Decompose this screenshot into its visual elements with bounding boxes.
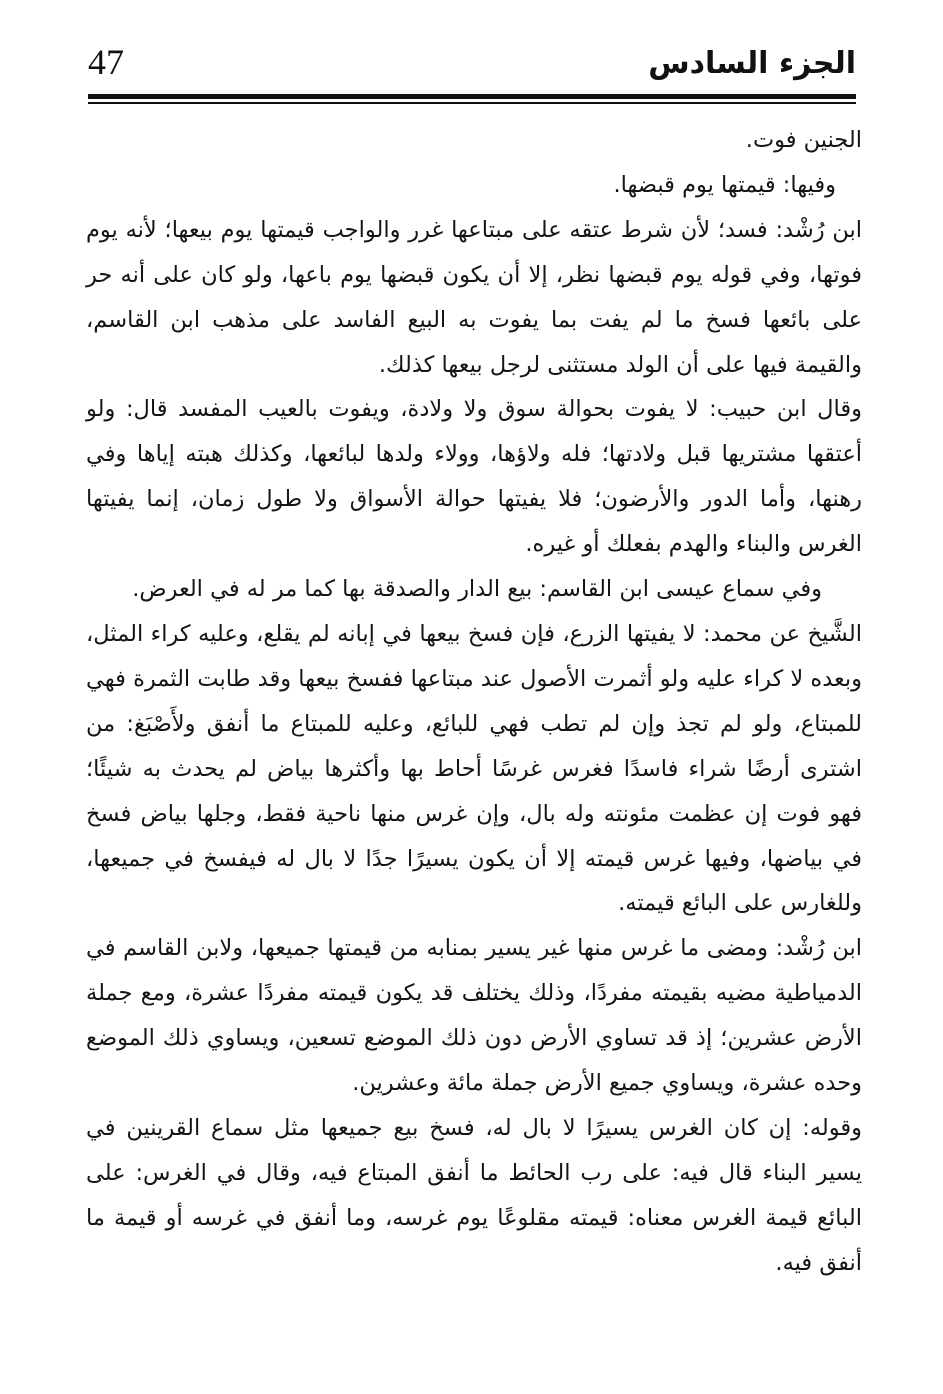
header-rule-thick xyxy=(88,94,856,99)
paragraph: الجنين فوت. xyxy=(745,127,862,153)
running-title: الجزء السادس xyxy=(648,46,856,81)
paragraph: وقال ابن حبيب: لا يفوت بحوالة سوق ولا ولادة، ويفوت بالعيب المفسد قال: ولو أعتقها مشتريها قبل ولادتها؛ فله ولاؤها، وولاء ولدها لبائعها، وكذلك هبته إياها وفي رهنها، وأما الدور والأرضون؛ فلا يفيتها حوالة الأسواق ولا طول زمان، إنما يفيتها الغرس والبناء والهدم بفعلك أو غيره. xyxy=(86,396,862,558)
header-rule-thin xyxy=(88,102,856,104)
paragraph: ابن رُشْد: ومضى ما غرس منها غير يسير بمنابه من قيمتها جميعها، ولابن القاسم في الدمياطية مضيه بقيمته مفردًا، وذلك يختلف قد يكون قيمته مفردًا عشرة، ومع جملة الأرض عشرين؛ إذ قد تساوي الأرض دون ذلك الموضع تسعين، ويساوي ذلك الموضع وحده عشرة، ويساوي جميع الأرض جملة مائة وعشرين. xyxy=(86,935,862,1097)
paragraph: وقوله: إن كان الغرس يسيرًا لا بال له، فسخ بيع جميعها مثل سماع القرينين في يسير البناء قال فيه: على رب الحائط ما أنفق المبتاع فيه، وقال في الغرس: على البائع قيمة الغرس معناه: قيمته مقلوعًا يوم غرسه، وما أنفق في غرسه أو قيمة ما أنفق فيه. xyxy=(86,1114,862,1276)
page-header xyxy=(88,38,856,94)
paragraph: الشَّيخ عن محمد: لا يفيتها الزرع، فإن فسخ بيعها في إبانه لم يقلع، وعليه كراء المثل، وبعده لا كراء عليه ولو أثمرت الأصول عند مبتاعها ففسخ بيعها وقد طابت الثمرة فهي للمبتاع، ولو لم تجذ وإن لم تطب فهي للبائع، وعليه للمبتاع ما أنفق ولأَصْبَغ: من اشترى أرضًا شراء فاسدًا فغرس غرسًا أحاط بها وأكثرها بياض لم يحدث به شيئًا؛ فهو فوت إن عظمت مئونته وله بال، وإن غرس منها ناحية فقط، وجلها بياض فسخ في بياضها، وفيها غرس قيمته إلا أن يكون يسيرًا جدًا لا بال له فيفسخ في جميعها، وللغارس على البائع قيمته. xyxy=(86,620,862,917)
paragraph: ابن رُشْد: فسد؛ لأن شرط عتقه على مبتاعها غرر والواجب قيمتها يوم بيعها؛ لأنه يوم فوتها، وفي قوله يوم قبضها نظر، إلا أن يكون قبضها يوم باعها، ولو كان على أنه حر على بائعها فسخ ما لم يفت بما يفوت به البيع الفاسد على مذهب ابن القاسم، والقيمة فيها على أن الولد مستثنى لرجل بيعها كذلك. xyxy=(86,216,862,378)
body-text xyxy=(86,118,862,1286)
paragraph: وفي سماع عيسى ابن القاسم: بيع الدار والصدقة بها كما مر له في العرض. xyxy=(132,576,822,603)
paragraph: وفيها: قيمتها يوم قبضها. xyxy=(613,171,836,198)
page-number: 47 xyxy=(88,42,124,82)
